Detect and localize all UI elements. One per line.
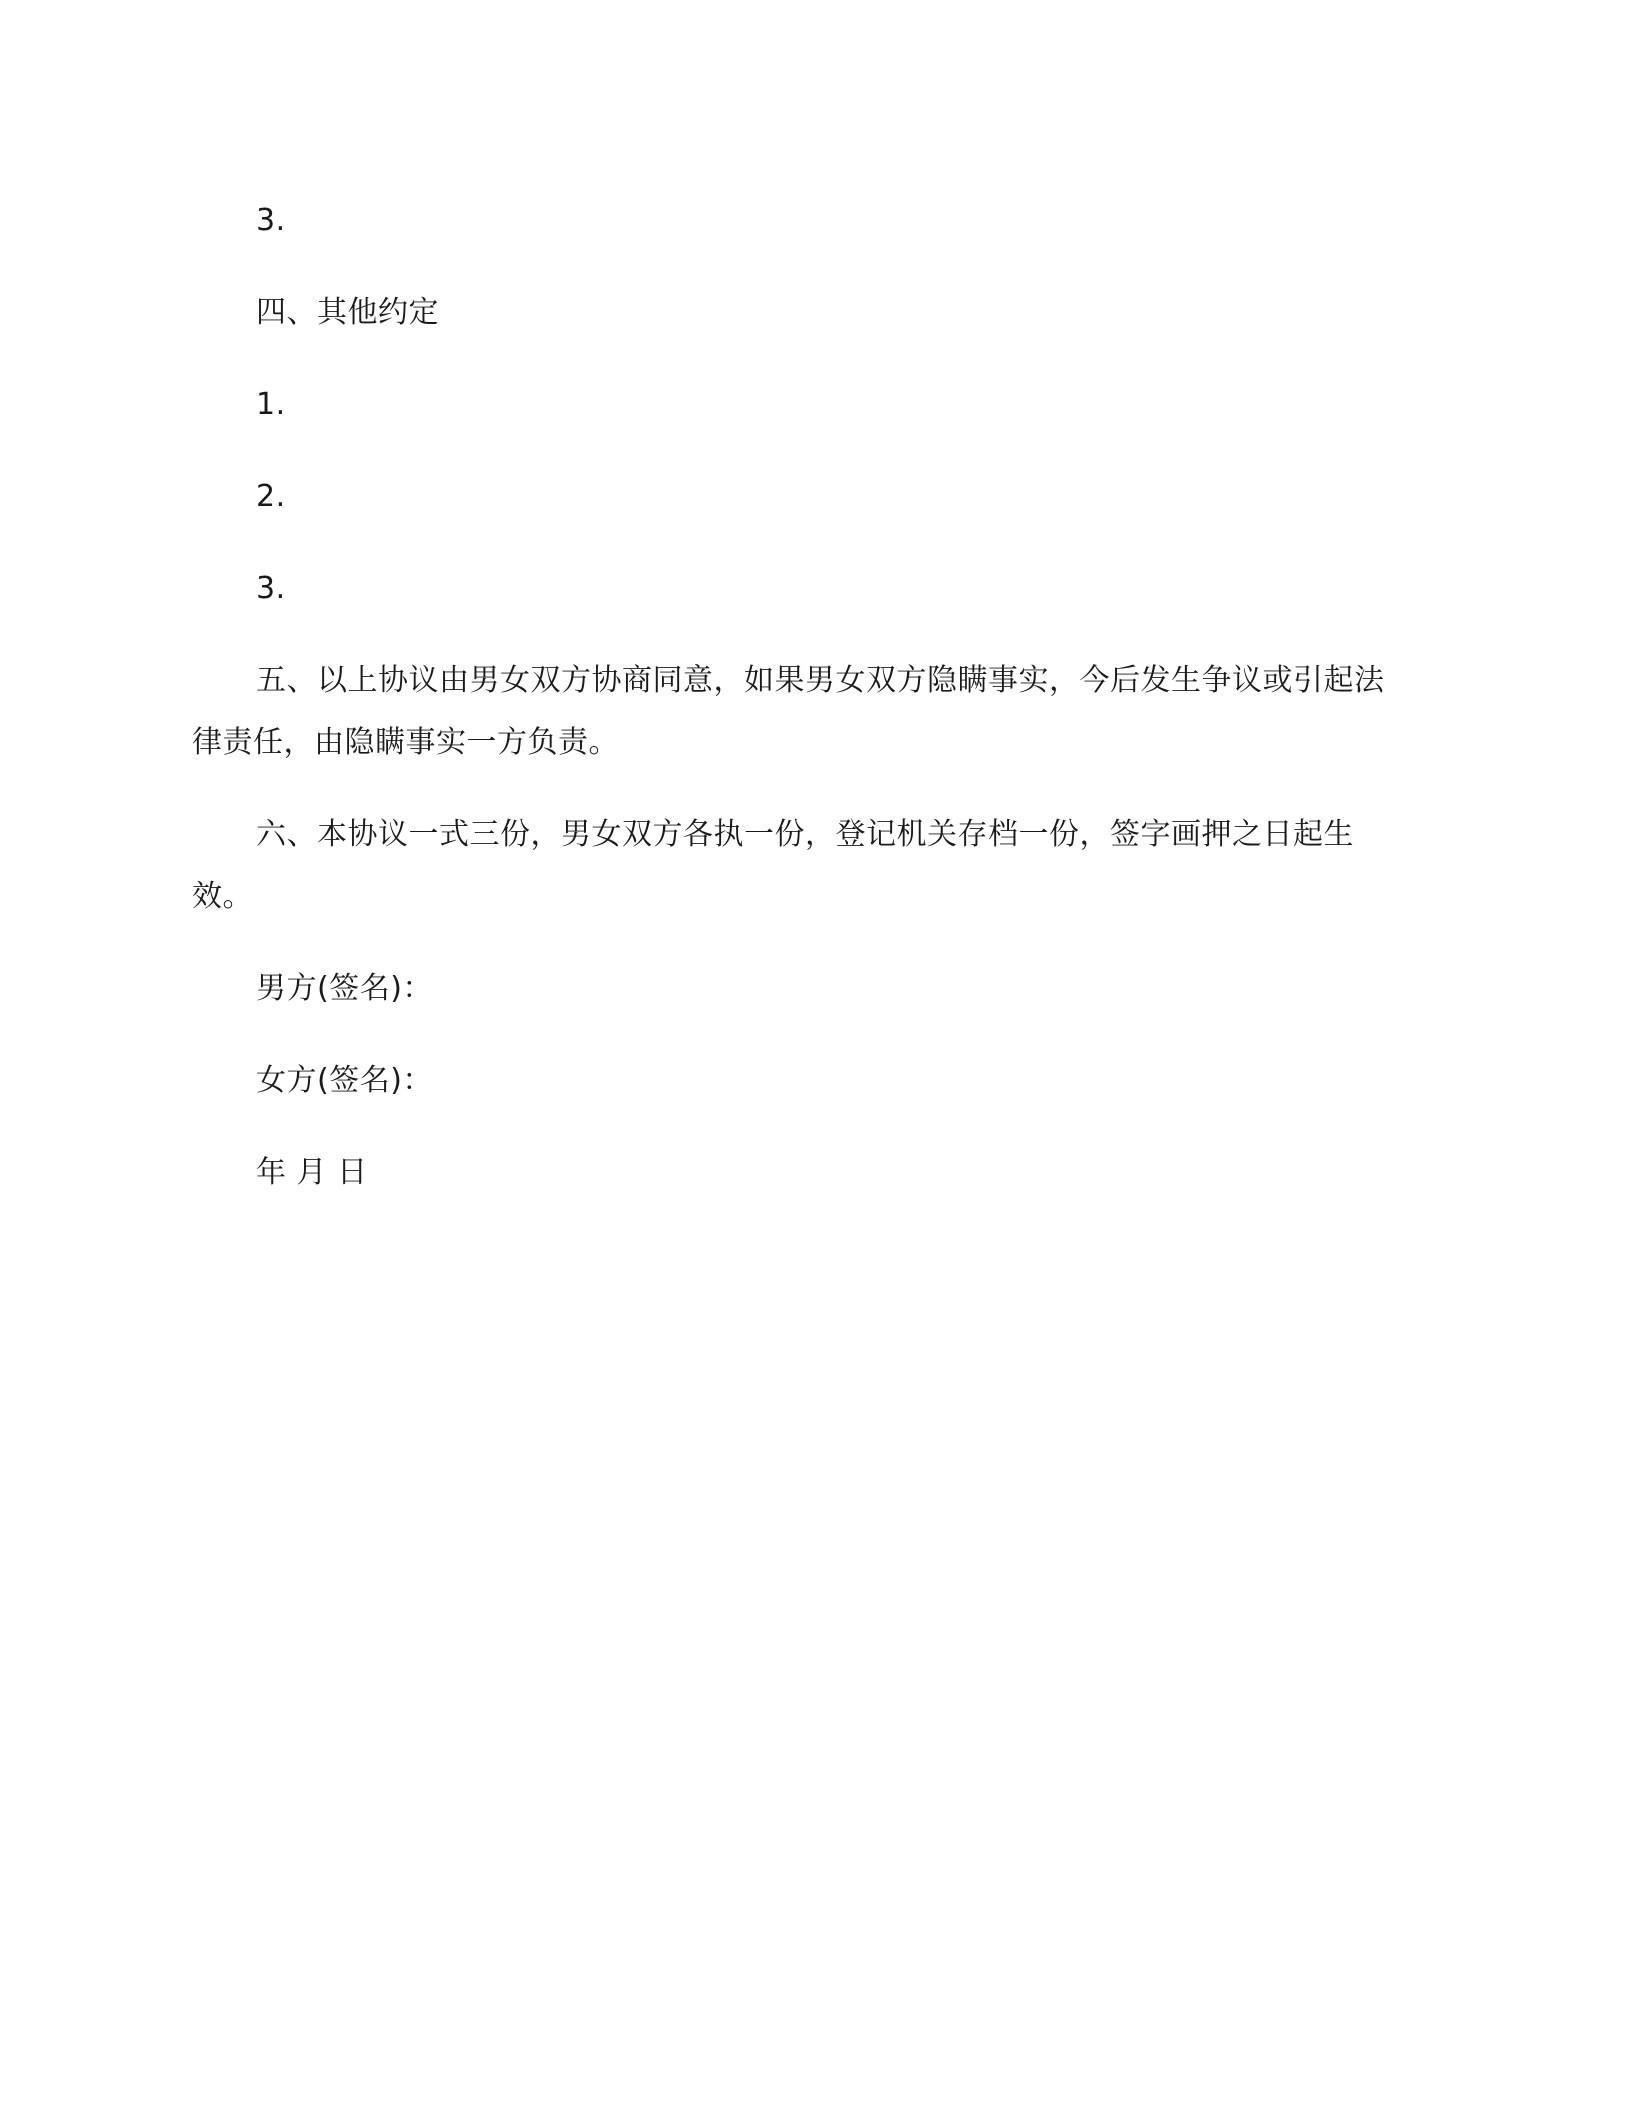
clause-five-paragraph: 五、以上协议由男女双方协商同意，如果男女双方隐瞒事实，今后发生争议或引起法律责任，由隐瞒事实一方负责。 xyxy=(192,663,1385,760)
date-line: 年 月 日 xyxy=(256,1155,368,1190)
section-heading-other-terms: 四、其他约定 xyxy=(256,295,439,330)
female-signature-line: 女方(签名)： xyxy=(256,1063,433,1098)
list-item-1: 1. xyxy=(256,387,286,422)
clause-six-paragraph: 六、本协议一式三份，男女双方各执一份，登记机关存档一份，签字画押之日起生效。 xyxy=(192,817,1354,914)
list-item-3-continued: 3. xyxy=(256,203,286,238)
list-item-2: 2. xyxy=(256,479,286,514)
list-item-3: 3. xyxy=(256,571,286,606)
male-signature-line: 男方(签名)： xyxy=(256,971,433,1006)
document-body xyxy=(192,190,1400,1234)
